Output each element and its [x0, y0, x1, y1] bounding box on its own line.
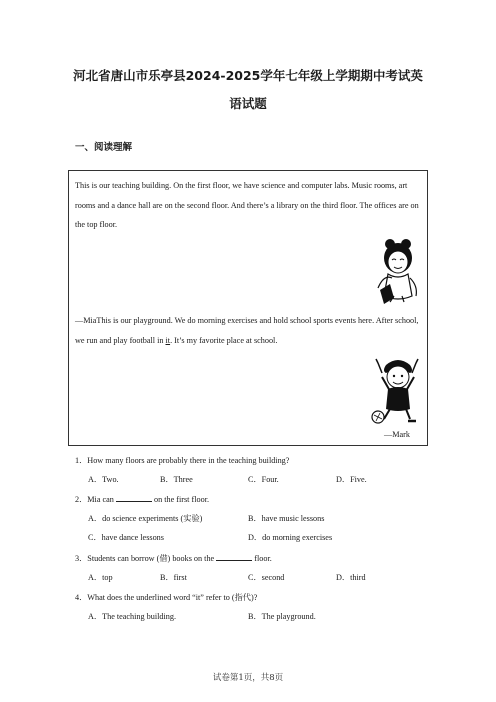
question-3-stem-start: 3．Students can borrow (借) books on the: [75, 554, 217, 563]
question-3-option-b[interactable]: B．first: [160, 573, 187, 582]
question-1-option-d[interactable]: D．Five.: [336, 475, 367, 484]
boy-illustration: [368, 355, 428, 427]
document-title-line-2: 语试题: [229, 96, 267, 111]
question-1-option-c[interactable]: C．Four.: [248, 475, 279, 484]
answer-blank: [116, 493, 152, 502]
passage-paragraph-2-text: —MiaThis is our playground. We do morning exercises and hold school sports events here. After school, we run and play football in: [75, 316, 419, 345]
question-1-option-a[interactable]: A．Two.: [88, 475, 119, 484]
underlined-word-it: it: [165, 335, 171, 345]
question-3-option-c[interactable]: C．second: [248, 573, 285, 582]
question-3-stem: [75, 552, 272, 564]
question-2-stem-start: 2．Mia can: [75, 495, 116, 504]
question-3-option-d[interactable]: D．third: [336, 573, 366, 582]
girl-illustration: [370, 238, 426, 308]
question-1-stem: 1．How many floors are probably there in the teaching building?: [75, 456, 290, 465]
question-3-stem-end: floor.: [252, 554, 272, 563]
question-1-option-b[interactable]: B．Three: [160, 475, 193, 484]
question-4-option-b[interactable]: B．The playground.: [248, 612, 316, 621]
question-2-option-a[interactable]: A．do science experiments (实验): [88, 514, 203, 523]
question-3-option-a[interactable]: A．top: [88, 573, 113, 582]
question-2-option-d[interactable]: D．do morning exercises: [248, 533, 333, 542]
question-2-option-b[interactable]: B．have music lessons: [248, 514, 325, 523]
signature-mark: —Mark: [384, 430, 410, 439]
question-4-stem: 4．What does the underlined word “it” refer to (指代)?: [75, 593, 258, 602]
passage-paragraph-1: This is our teaching building. On the first floor, we have science and computer labs. Music rooms, art rooms and a dance hall are on the second floor. And there’s a library on the third floor. The offices are on the top floor.: [75, 181, 419, 229]
passage-paragraph-2: [75, 311, 425, 350]
page-footer: 试卷第1页，共8页: [212, 673, 284, 683]
document-title-line-1: 河北省唐山市乐亭县2024-2025学年七年级上学期期中考试英: [73, 68, 423, 83]
question-4-option-a[interactable]: A．The teaching building.: [88, 612, 176, 621]
question-2-stem-end: on the first floor.: [151, 495, 210, 504]
answer-blank: [216, 552, 252, 561]
section-heading: 一、阅读理解: [75, 142, 133, 153]
question-2-option-c[interactable]: C．have dance lessons: [88, 533, 164, 542]
question-2-stem: [75, 493, 209, 505]
passage-paragraph-2-end: . It’s my favorite place at school.: [170, 335, 278, 345]
